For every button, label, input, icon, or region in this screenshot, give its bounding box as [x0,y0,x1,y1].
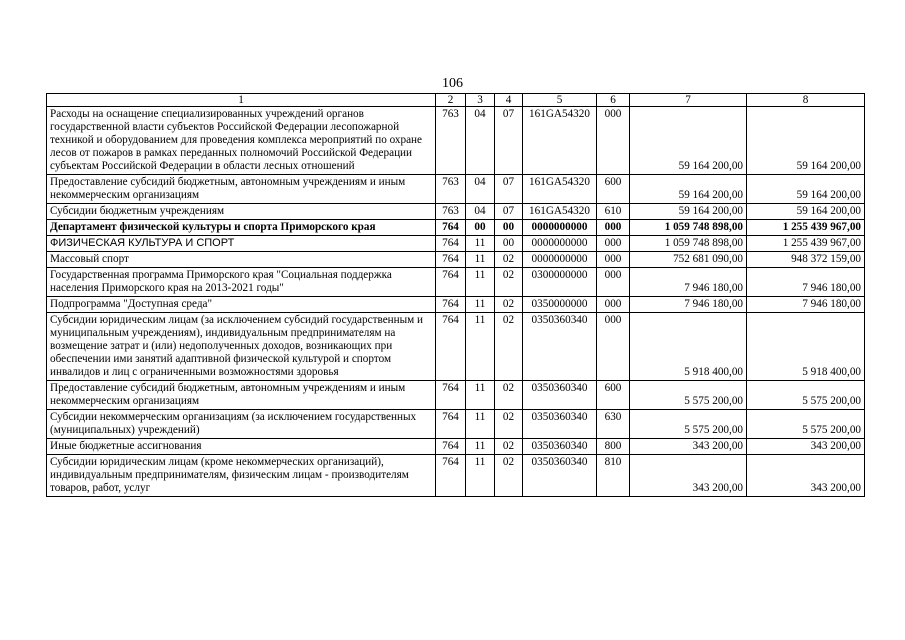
ministry-code-cell: 764 [436,236,466,252]
expense-type-cell: 810 [597,455,630,497]
table-row [47,204,865,220]
row-name-cell: Субсидии бюджетным учреждениям [47,204,436,220]
section-code-cell: 04 [466,107,495,175]
target-article-cell: 0000000000 [523,220,597,236]
row-name-cell: Расходы на оснащение специализированных учреждений органов государственной власти субъектов Российской Федерации лесопожарной техникой и оборудованием для проведения комплекса мероприятий по охране лесов от пожаров в рамках переданных полномочий Российской Федерации субъектам Российской Федерации в области лесных отношений [47,107,436,175]
expense-type-cell: 600 [597,175,630,204]
ministry-code-cell: 763 [436,175,466,204]
subsection-code-cell: 02 [495,268,523,297]
row-name-cell: Иные бюджетные ассигнования [47,439,436,455]
table-row [47,313,865,381]
table-row [47,252,865,268]
row-name-cell: Государственная программа Приморского края "Социальная поддержка населения Приморского края на 2013-2021 годы" [47,268,436,297]
expense-type-cell: 600 [597,381,630,410]
ministry-code-cell: 764 [436,455,466,497]
subsection-code-cell: 02 [495,439,523,455]
amount-year1-cell: 5 575 200,00 [630,410,747,439]
expense-type-cell: 000 [597,297,630,313]
amount-year1-cell: 1 059 748 898,00 [630,236,747,252]
amount-year1-cell: 59 164 200,00 [630,175,747,204]
ministry-code-cell: 764 [436,439,466,455]
target-article-cell: 0350000000 [523,297,597,313]
ministry-code-cell: 763 [436,107,466,175]
target-article-cell: 0350360340 [523,410,597,439]
target-article-cell: 0350360340 [523,455,597,497]
table-row [47,297,865,313]
expense-type-cell: 000 [597,313,630,381]
subsection-code-cell: 02 [495,252,523,268]
table-row [47,175,865,204]
column-header: 7 [630,94,747,107]
target-article-cell: 161GA54320 [523,204,597,220]
page-number: 106 [442,76,463,91]
row-name-cell: Субсидии юридическим лицам (кроме некоммерческих организаций), индивидуальным предпринимателям, физическим лицам - производителям товаров, работ, услуг [47,455,436,497]
amount-year2-cell: 59 164 200,00 [747,175,865,204]
amount-year2-cell: 343 200,00 [747,439,865,455]
column-header: 4 [495,94,523,107]
section-code-cell: 11 [466,381,495,410]
section-code-cell: 11 [466,455,495,497]
column-header: 5 [523,94,597,107]
subsection-code-cell: 02 [495,455,523,497]
amount-year1-cell: 343 200,00 [630,455,747,497]
amount-year1-cell: 7 946 180,00 [630,268,747,297]
amount-year1-cell: 7 946 180,00 [630,297,747,313]
column-header: 8 [747,94,865,107]
expense-type-cell: 000 [597,236,630,252]
target-article-cell: 161GA54320 [523,107,597,175]
section-code-cell: 11 [466,410,495,439]
target-article-cell: 0350360340 [523,439,597,455]
amount-year2-cell: 5 575 200,00 [747,381,865,410]
table-row [47,455,865,497]
column-header: 2 [436,94,466,107]
table-row [47,381,865,410]
amount-year2-cell: 5 918 400,00 [747,313,865,381]
expense-type-cell: 000 [597,268,630,297]
subsection-code-cell: 02 [495,297,523,313]
amount-year2-cell: 7 946 180,00 [747,297,865,313]
budget-table [46,93,865,497]
table-row [47,439,865,455]
expense-type-cell: 000 [597,252,630,268]
ministry-code-cell: 764 [436,297,466,313]
row-name-cell: Субсидии юридическим лицам (за исключением субсидий государственным и муниципальным учреждениям), индивидуальным предпринимателям на возмещение затрат и (или) недополученных доходов, возникающих при обеспечении ими занятий адаптивной физической культурой и спортом инвалидов и лиц с ограниченными возможностями здоровья [47,313,436,381]
table-row [47,410,865,439]
subsection-code-cell: 00 [495,236,523,252]
ministry-code-cell: 763 [436,204,466,220]
amount-year2-cell: 1 255 439 967,00 [747,220,865,236]
amount-year2-cell: 1 255 439 967,00 [747,236,865,252]
amount-year2-cell: 7 946 180,00 [747,268,865,297]
column-header: 6 [597,94,630,107]
amount-year1-cell: 1 059 748 898,00 [630,220,747,236]
expense-type-cell: 000 [597,220,630,236]
subsection-code-cell: 00 [495,220,523,236]
ministry-code-cell: 764 [436,220,466,236]
section-code-cell: 11 [466,268,495,297]
expense-type-cell: 610 [597,204,630,220]
row-name-cell: Субсидии некоммерческим организациям (за исключением государственных (муниципальных) учреждений) [47,410,436,439]
subsection-code-cell: 07 [495,107,523,175]
amount-year1-cell: 59 164 200,00 [630,107,747,175]
amount-year1-cell: 343 200,00 [630,439,747,455]
amount-year2-cell: 59 164 200,00 [747,107,865,175]
section-code-cell: 11 [466,297,495,313]
section-code-cell: 11 [466,236,495,252]
column-header: 3 [466,94,495,107]
target-article-cell: 161GA54320 [523,175,597,204]
table-row [47,236,865,252]
row-name-cell: Департамент физической культуры и спорта Приморского края [47,220,436,236]
section-code-cell: 11 [466,313,495,381]
subsection-code-cell: 07 [495,204,523,220]
row-name-cell: Массовый спорт [47,252,436,268]
ministry-code-cell: 764 [436,252,466,268]
amount-year1-cell: 5 918 400,00 [630,313,747,381]
target-article-cell: 0000000000 [523,236,597,252]
row-name-cell: Предоставление субсидий бюджетным, автономным учреждениям и иным некоммерческим организациям [47,381,436,410]
target-article-cell: 0000000000 [523,252,597,268]
target-article-cell: 0300000000 [523,268,597,297]
column-header: 1 [47,94,436,107]
amount-year1-cell: 752 681 090,00 [630,252,747,268]
amount-year2-cell: 343 200,00 [747,455,865,497]
subsection-code-cell: 02 [495,381,523,410]
section-code-cell: 11 [466,252,495,268]
amount-year2-cell: 948 372 159,00 [747,252,865,268]
section-code-cell: 04 [466,175,495,204]
amount-year2-cell: 5 575 200,00 [747,410,865,439]
ministry-code-cell: 764 [436,313,466,381]
amount-year1-cell: 59 164 200,00 [630,204,747,220]
expense-type-cell: 800 [597,439,630,455]
expense-type-cell: 000 [597,107,630,175]
expense-type-cell: 630 [597,410,630,439]
ministry-code-cell: 764 [436,381,466,410]
table-row [47,107,865,175]
section-code-cell: 11 [466,439,495,455]
subsection-code-cell: 02 [495,410,523,439]
amount-year2-cell: 59 164 200,00 [747,204,865,220]
header-row [47,94,865,107]
table-body [47,107,865,497]
amount-year1-cell: 5 575 200,00 [630,381,747,410]
target-article-cell: 0350360340 [523,313,597,381]
table-row [47,220,865,236]
row-name-cell: ФИЗИЧЕСКАЯ КУЛЬТУРА И СПОРТ [47,236,436,252]
section-code-cell: 04 [466,204,495,220]
subsection-code-cell: 07 [495,175,523,204]
table-row [47,268,865,297]
row-name-cell: Подпрограмма "Доступная среда" [47,297,436,313]
ministry-code-cell: 764 [436,268,466,297]
section-code-cell: 00 [466,220,495,236]
subsection-code-cell: 02 [495,313,523,381]
ministry-code-cell: 764 [436,410,466,439]
row-name-cell: Предоставление субсидий бюджетным, автономным учреждениям и иным некоммерческим организациям [47,175,436,204]
target-article-cell: 0350360340 [523,381,597,410]
